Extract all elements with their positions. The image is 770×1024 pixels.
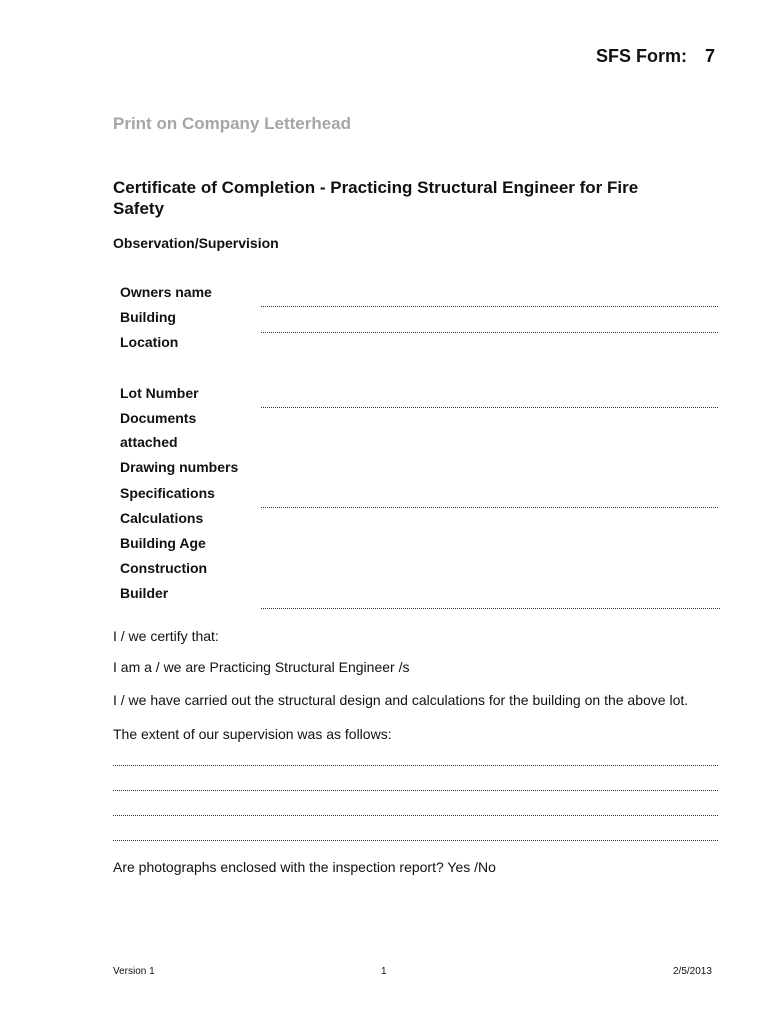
certify-statement-engineer: I am a / we are Practicing Structural Engineer /s — [113, 659, 410, 675]
supervision-entry-line-1[interactable] — [113, 765, 718, 766]
form-number: 7 — [705, 46, 716, 66]
label-owners-name: Owners name — [120, 284, 212, 300]
owners-name-entry-line[interactable] — [261, 306, 718, 307]
label-building-age: Building Age — [120, 535, 206, 551]
builder-entry-line[interactable] — [261, 608, 720, 609]
label-builder: Builder — [120, 585, 169, 601]
certify-intro: I / we certify that: — [113, 628, 219, 644]
documents-entry-line[interactable] — [261, 507, 718, 508]
label-construction: Construction — [120, 560, 208, 576]
building-entry-line[interactable] — [261, 332, 718, 333]
letterhead-note: Print on Company Letterhead — [113, 114, 352, 133]
certify-statement-design: I / we have carried out the structural design and calculations for the building on the above lot. — [113, 692, 689, 708]
label-calculations: Calculations — [120, 510, 204, 526]
document-title: Certificate of Completion - Practicing Structural Engineer for Fire Safety — [113, 178, 639, 218]
footer-date: 2/5/2013 — [673, 966, 712, 977]
label-location: Location — [120, 334, 179, 350]
label-building: Building — [120, 309, 176, 325]
label-lot-number: Lot Number — [120, 385, 199, 401]
photographs-question: Are photographs enclosed with the inspection report? Yes /No — [113, 859, 496, 875]
label-attached: attached — [120, 434, 178, 450]
supervision-extent-label: The extent of our supervision was as follows: — [113, 726, 392, 742]
footer-version: Version 1 — [113, 966, 155, 977]
form-label: SFS Form: — [596, 46, 688, 66]
lot-number-entry-line[interactable] — [261, 407, 718, 408]
footer-page-number: 1 — [381, 966, 387, 977]
supervision-entry-line-2[interactable] — [113, 790, 718, 791]
form-identifier — [596, 46, 715, 67]
supervision-entry-line-4[interactable] — [113, 840, 718, 841]
label-drawing-numbers: Drawing numbers — [120, 459, 239, 475]
document-subtitle: Observation/Supervision — [113, 235, 279, 251]
label-specifications: Specifications — [120, 485, 215, 501]
label-documents: Documents — [120, 410, 197, 426]
supervision-entry-line-3[interactable] — [113, 815, 718, 816]
